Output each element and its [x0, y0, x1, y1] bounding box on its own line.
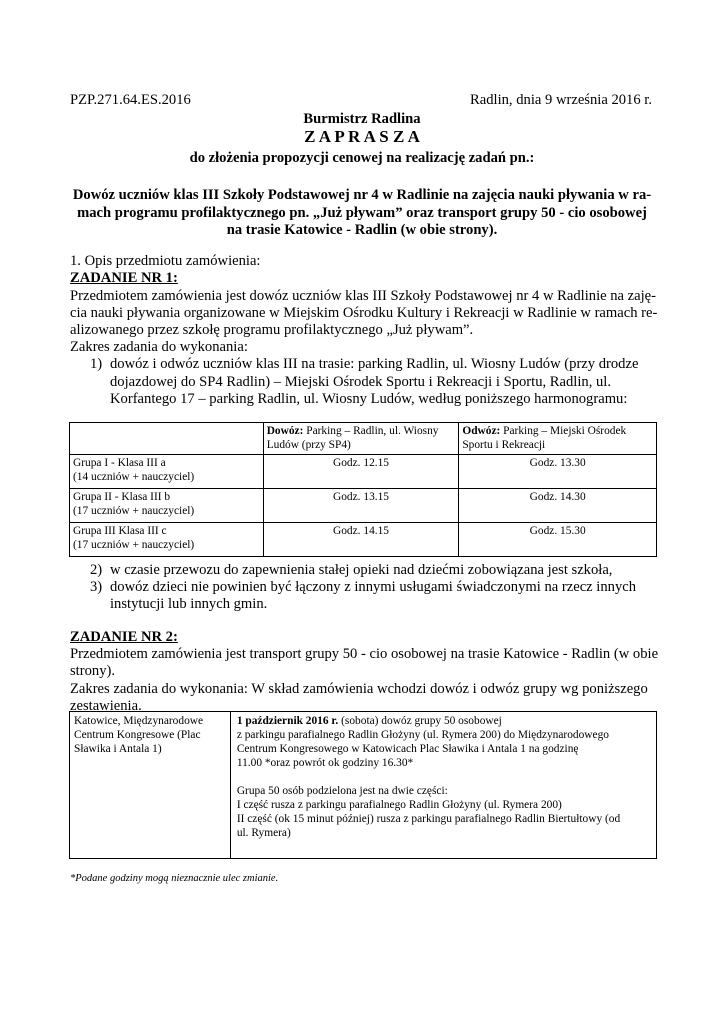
- return-route: Sportu i Rekreacji: [462, 439, 546, 451]
- place-text: Sławika i Antala 1): [74, 743, 162, 755]
- footnote: *Podane godziny mogą nieznacznie ulec zmianie.: [70, 873, 279, 884]
- group-size: (14 uczniów + nauczyciel): [73, 471, 195, 483]
- reference-number: PZP.271.64.ES.2016: [70, 92, 191, 108]
- event-details: [230, 712, 656, 859]
- group-text: I część rusza z parkingu parafialnego Radlin Głożyny (ul. Rymera 200): [236, 799, 562, 811]
- event-text: z parkingu parafialnego Radlin Głożyny (ul. Rymera 200) do Międzynarodowego: [236, 729, 609, 741]
- task-1-heading: ZADANIE NR 1:: [70, 270, 178, 286]
- event-text: Centrum Kongresowego w Katowicach Plac Sławika i Antala 1 na godzinę: [236, 743, 579, 755]
- group-cell: [70, 523, 264, 557]
- list-text: instytucji lub innych gmin.: [110, 596, 268, 612]
- list-item: [90, 561, 670, 579]
- subtitle: do złożenia propozycji cenowej na realizację zadań pn.:: [189, 150, 535, 166]
- place-text: Katowice, Międzynarodowe: [74, 715, 204, 727]
- group-cell: [70, 489, 264, 523]
- task-2-text: zestawienia.: [70, 698, 142, 714]
- return-time: Godz. 15.30: [459, 523, 657, 557]
- table-row: [70, 489, 657, 523]
- table-row: [70, 455, 657, 489]
- list-text: dojazdowej do SP4 Radlin) – Miejski Ośrodek Sportu i Rekreacji i Sportu, Radlin, ul.: [110, 374, 612, 390]
- group-size: (17 uczniów + nauczyciel): [73, 539, 195, 551]
- place-text: Centrum Kongresowe (Plac: [74, 729, 201, 741]
- list-text: Korfantego 17 – parking Radlin, ul. Wiosny Ludów, według poniższego harmonogramu:: [110, 391, 628, 407]
- return-time: Godz. 13.30: [459, 455, 657, 489]
- task-2-text: strony).: [70, 663, 115, 679]
- task-2-text: Przedmiotem zamówienia jest transport grupy 50 - cio osobowej na trasie Katowice - Radlin (w obie: [70, 646, 659, 662]
- group-text: II część (ok 15 minut później) rusza z parkingu parafialnego Radlin Biertułtowy (od: [236, 813, 621, 825]
- pickup-route: Parking – Radlin, ul. Wiosny: [303, 425, 439, 437]
- list-item: [90, 355, 670, 409]
- event-text: (sobota) dowóz grupy 50 osobowej: [338, 715, 502, 727]
- task-2-heading: ZADANIE NR 2:: [70, 629, 178, 645]
- group-name: Grupa I - Klasa III a: [73, 457, 166, 469]
- group-text: ul. Rymera): [236, 827, 291, 839]
- event-place: [70, 712, 231, 859]
- task-1-text: alizowanego przez szkołę programu profilaktycznego „Już pływam”.: [70, 322, 474, 338]
- pickup-label: Dowóz:: [266, 425, 304, 437]
- group-name: Grupa II - Klasa III b: [73, 491, 171, 503]
- scope-label: Zakres zadania do wykonania:: [70, 339, 248, 355]
- table-header-empty: [70, 423, 264, 455]
- list-number: 1): [90, 356, 103, 372]
- task-1-text: cia nauki pływania organizowane w Miejskim Ośrodku Kultury i Rekreacji w Radlinie w ramach re-: [70, 305, 658, 321]
- table-header-row: [70, 423, 657, 455]
- return-time: Godz. 14.30: [459, 489, 657, 523]
- group-name: Grupa III Klasa III c: [73, 525, 167, 537]
- event-table: [69, 711, 657, 859]
- list-item: [90, 578, 670, 614]
- pickup-time: Godz. 14.15: [263, 523, 459, 557]
- list-number: 3): [90, 579, 103, 595]
- event-date: 1 październik 2016 r.: [236, 715, 339, 727]
- title-line-2: mach programu profilaktycznego pn. „Już pływam” oraz transport grupy 50 - cio osobowej: [77, 205, 647, 221]
- pickup-time: Godz. 13.15: [263, 489, 459, 523]
- list-text: w czasie przewozu do zapewnienia stałej opieki nad dziećmi zobowiązana jest szkoła,: [110, 562, 613, 578]
- table-header-return: [459, 423, 657, 455]
- group-cell: [70, 455, 264, 489]
- event-text: 11.00 *oraz powrót ok godziny 16.30*: [236, 757, 414, 769]
- group-size: (17 uczniów + nauczyciel): [73, 505, 195, 517]
- table-header-pickup: [263, 423, 459, 455]
- pickup-time: Godz. 12.15: [263, 455, 459, 489]
- title-line-3: na trasie Katowice - Radlin (w obie strony).: [226, 222, 498, 238]
- section-heading: 1. Opis przedmiotu zamówienia:: [70, 253, 261, 269]
- pickup-route: Ludów (przy SP4): [266, 439, 351, 451]
- table-row: [70, 523, 657, 557]
- task-1-text: Przedmiotem zamówienia jest dowóz uczniów klas III Szkoły Podstawowej nr 4 w Radlinie na zaję-: [70, 288, 657, 304]
- title-line-1: Dowóz uczniów klas III Szkoły Podstawowej nr 4 w Radlinie na zajęcia nauki pływania w ra-: [72, 187, 652, 203]
- issuer: Burmistrz Radlina: [303, 111, 421, 127]
- list-text: dowóz i odwóz uczniów klas III na trasie: parking Radlin, ul. Wiosny Ludów (przy drodze: [110, 356, 639, 372]
- invites-heading: Z A P R A S Z A: [304, 127, 420, 146]
- list-text: dowóz dzieci nie powinien być łączony z innymi usługami świadczonymi na rzecz innych: [110, 579, 637, 595]
- table-row: [70, 712, 657, 859]
- group-text: Grupa 50 osób podzielona jest na dwie części:: [236, 785, 448, 797]
- task-2-text: Zakres zadania do wykonania: W skład zamówienia wchodzi dowóz i odwóz grupy wg poniższego: [70, 681, 648, 697]
- list-number: 2): [90, 562, 103, 578]
- return-label: Odwóz:: [462, 425, 501, 437]
- schedule-table: [69, 422, 657, 557]
- document-date: Radlin, dnia 9 września 2016 r.: [470, 92, 652, 108]
- return-route: Parking – Miejski Ośrodek: [500, 425, 627, 437]
